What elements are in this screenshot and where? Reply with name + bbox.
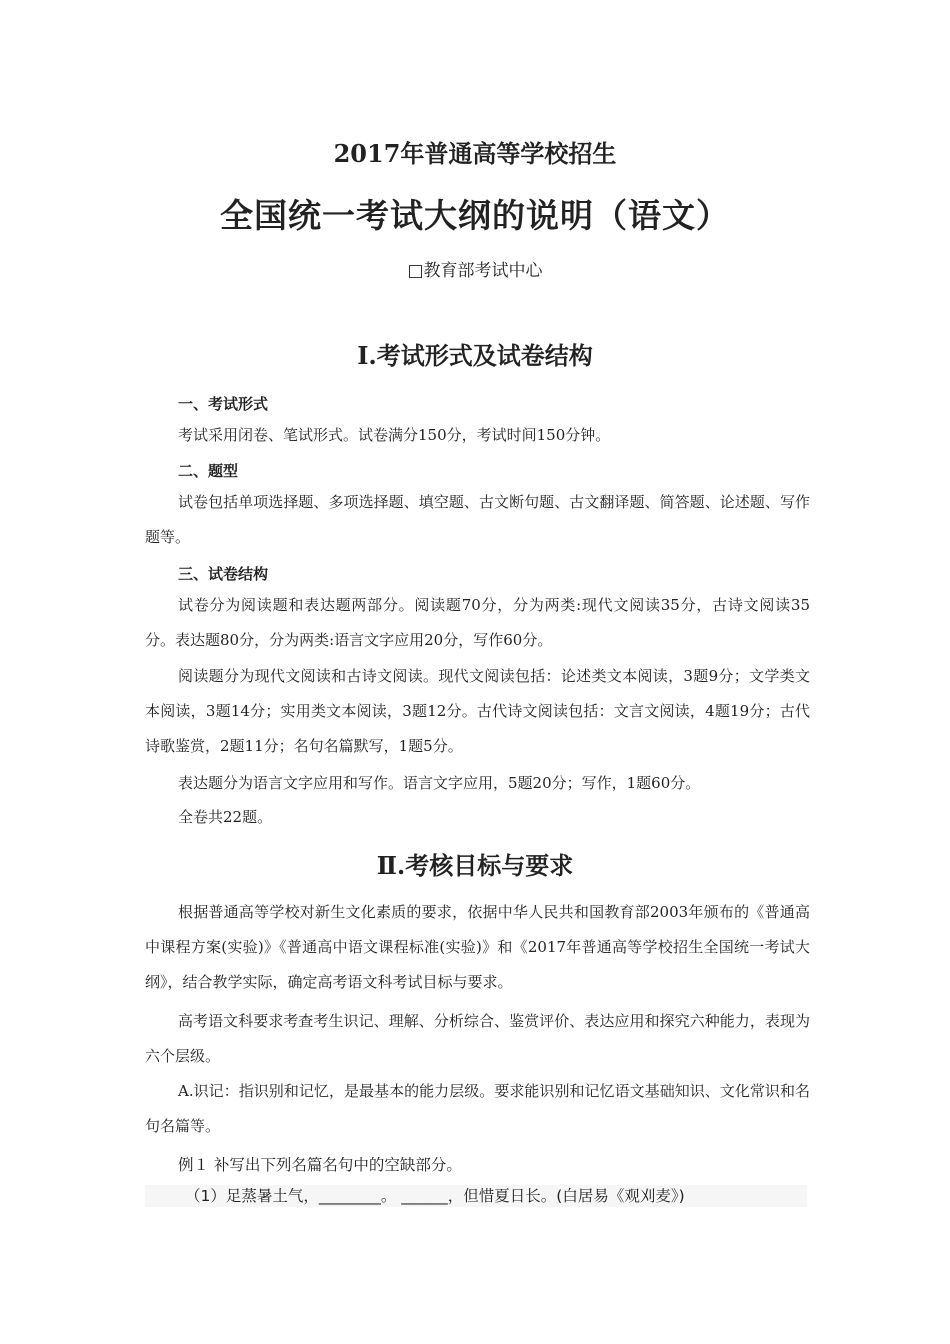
section1-sub1: 一、考试形式 [178, 395, 269, 413]
section1-paragraph1: 考试采用闭卷、笔试形式。试卷满分150分，考试时间150分钟。 [178, 426, 611, 444]
section1-paragraph3: 试卷分为阅读题和表达题两部分。阅读题70分，分为两类:现代文阅读35分，古诗文阅读35分。表达题80分，分为两类:语言文字应用20分，写作60分。 [145, 596, 810, 649]
document-title-line2: 全国统一考试大纲的说明（语文） [220, 196, 730, 235]
section2-paragraph1: 根据普通高等学校对新生文化素质的要求，依据中华人民共和国教育部2003年颁布的《普通高中课程方案(实验)》《普通高中语文课程标准(实验)》和《2017年普通高等学校招生全国统一考试大纲》，结合教学实际，确定高考语文科考试目标与要求。 [145, 903, 810, 991]
section1-sub2: 二、题型 [178, 462, 239, 480]
section1-sub3: 三、试卷结构 [178, 565, 269, 583]
section2-paragraph3: A.识记：指识别和记忆，是最基本的能力层级。要求能识别和记忆语文基础知识、文化常识和名句名篇等。 [145, 1082, 810, 1135]
section2-paragraph2: 高考语文科要求考查考生识记、理解、分析综合、鉴赏评价、表达应用和探究六种能力，表现为六个层级。 [145, 1012, 810, 1065]
section1-paragraph2: 试卷包括单项选择题、多项选择题、填空题、古文断句题、古文翻译题、简答题、论述题、写作题等。 [145, 493, 810, 546]
section1-paragraph4: 阅读题分为现代文阅读和古诗文阅读。现代文阅读包括：论述类文本阅读，3题9分；文学类文本阅读，3题14分；实用类文本阅读，3题12分。古代诗文阅读包括：文言文阅读，4题19分；古代诗歌鉴赏，2题11分；名句名篇默写，1题5分。 [145, 667, 810, 755]
example-item: （1）足蒸暑土气，________。 ______，但惜夏日长。(白居易《观刈麦》) [185, 1187, 685, 1205]
example-fill-in-blank [145, 1185, 807, 1207]
document-title-line1: 2017年普通高等学校招生 [333, 139, 617, 168]
section1-paragraph6: 全卷共22题。 [178, 808, 273, 826]
section1-heading: Ⅰ.考试形式及试卷结构 [357, 341, 593, 370]
section1-paragraph5: 表达题分为语言文字应用和写作。语言文字应用，5题20分；写作，1题60分。 [178, 774, 701, 792]
section2-heading: Ⅱ.考核目标与要求 [376, 851, 574, 880]
example-title: 例１ 补写出下列名篇名句中的空缺部分。 [178, 1156, 462, 1174]
document-author: □教育部考试中心 [407, 261, 543, 281]
